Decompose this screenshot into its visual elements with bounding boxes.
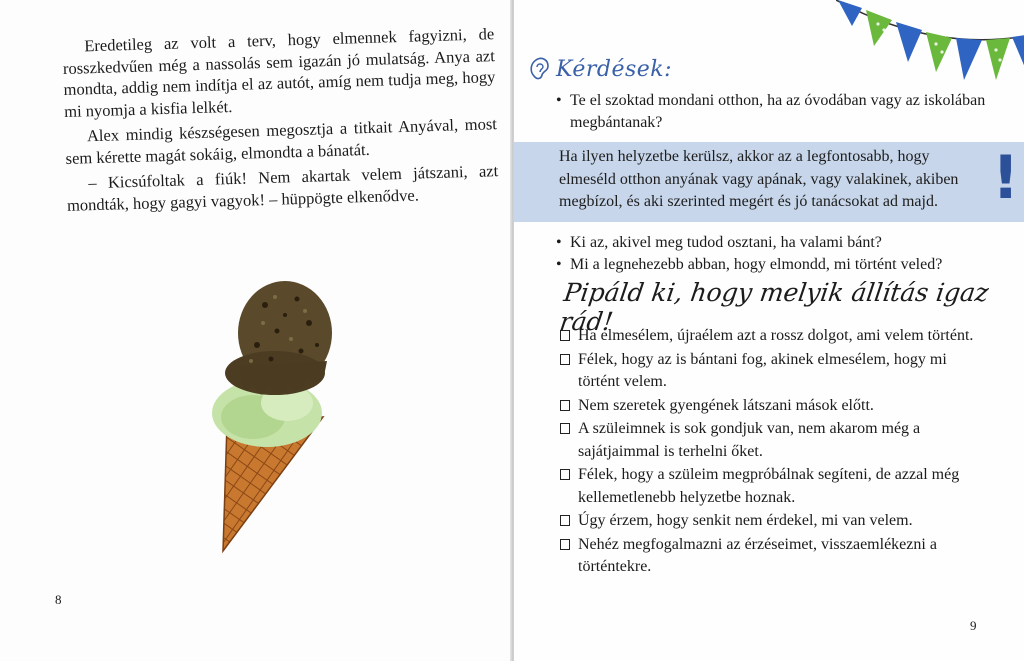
story-paragraph-1: Eredetileg az volt a terv, hogy elmennek fagyizni, de rosszkedvűen még a nassolás sem igazán jó mulatság. Anya azt mondta, addig nem indítja el az autót, amíg nem tudja meg, hogy mi nyomja a kisfia lelkét. [62, 24, 496, 121]
checklist-item [560, 534, 990, 579]
questions-list-bottom [554, 232, 994, 276]
story-paragraph-2: Alex mindig készségesen megosztja a titkait Anyával, most sem kérette magát sokáig, elmondta a bánatát. [65, 114, 498, 168]
checkbox[interactable] [560, 423, 570, 434]
checkbox[interactable] [560, 539, 570, 550]
statement-checklist [560, 325, 990, 580]
checklist-instruction: Pipáld ki, hogy melyik állítás igaz rád! [557, 278, 991, 336]
checklist-item-text: A szüleimnek is sok gondjuk van, nem akarom még a sajátjaimmal is terhelni őket. [578, 420, 921, 460]
questions-heading-row [528, 52, 672, 86]
right-page [514, 0, 1024, 661]
checkbox[interactable] [560, 354, 570, 365]
question-item: • Ki az, akivel meg tudod osztani, ha valami bánt? [554, 232, 994, 254]
story-text [62, 23, 499, 216]
bunting-flags-icon [836, 0, 1024, 90]
checkbox[interactable] [560, 400, 570, 411]
questions-list-top [554, 90, 994, 134]
checklist-item [560, 325, 990, 348]
checkbox[interactable] [560, 515, 570, 526]
story-paragraph-3: – Kicsúfoltak a fiúk! Nem akartak velem játszani, azt mondták, hogy gagyi vagyok! – hüppögte elkenődve. [66, 161, 499, 215]
page-number-right: 9 [970, 618, 977, 633]
ear-icon [528, 56, 550, 82]
checklist-item [560, 464, 990, 509]
checklist-item-text: Ha elmesélem, újraélem azt a rossz dolgot, ami velem történt. [578, 327, 974, 344]
exclamation-mark: ! [992, 143, 1020, 213]
checklist-item-text: Félek, hogy az is bántani fog, akinek elmesélem, hogy mi történt velem. [578, 350, 947, 390]
checklist-item [560, 349, 990, 394]
checklist-item-text: Nehéz megfogalmazni az érzéseimet, visszaemlékezni a történtekre. [578, 535, 937, 575]
ice-cream-cone-icon [205, 275, 345, 565]
callout-text: Ha ilyen helyzetbe kerülsz, akkor az a legfontosabb, hogy elmeséld otthon anyának vagy apának, vagy valakinek, akiben megbízol, és aki szerinted megért és jó tanácsokat ad majd. [559, 148, 959, 210]
page-number-left: 8 [55, 592, 62, 607]
question-item: • Te el szoktad mondani otthon, ha az óvodában vagy az iskolában megbántanak? [554, 90, 994, 134]
questions-heading: Kérdések: [556, 56, 673, 82]
checklist-item-text: Félek, hogy a szüleim megpróbálnak segíteni, de azzal még kellemetlenebb helyzetbe hoznak. [578, 466, 960, 506]
checkbox[interactable] [560, 469, 570, 480]
question-item: • Mi a legnehezebb abban, hogy elmondd, mi történt veled? [554, 254, 994, 276]
checklist-item [560, 510, 990, 533]
checklist-item [560, 418, 990, 463]
checklist-item [560, 395, 990, 418]
checklist-item-text: Úgy érzem, hogy senkit nem érdekel, mi van velem. [578, 512, 913, 529]
checkbox[interactable] [560, 330, 570, 341]
checklist-item-text: Nem szeretek gyengének látszani mások előtt. [578, 396, 874, 414]
